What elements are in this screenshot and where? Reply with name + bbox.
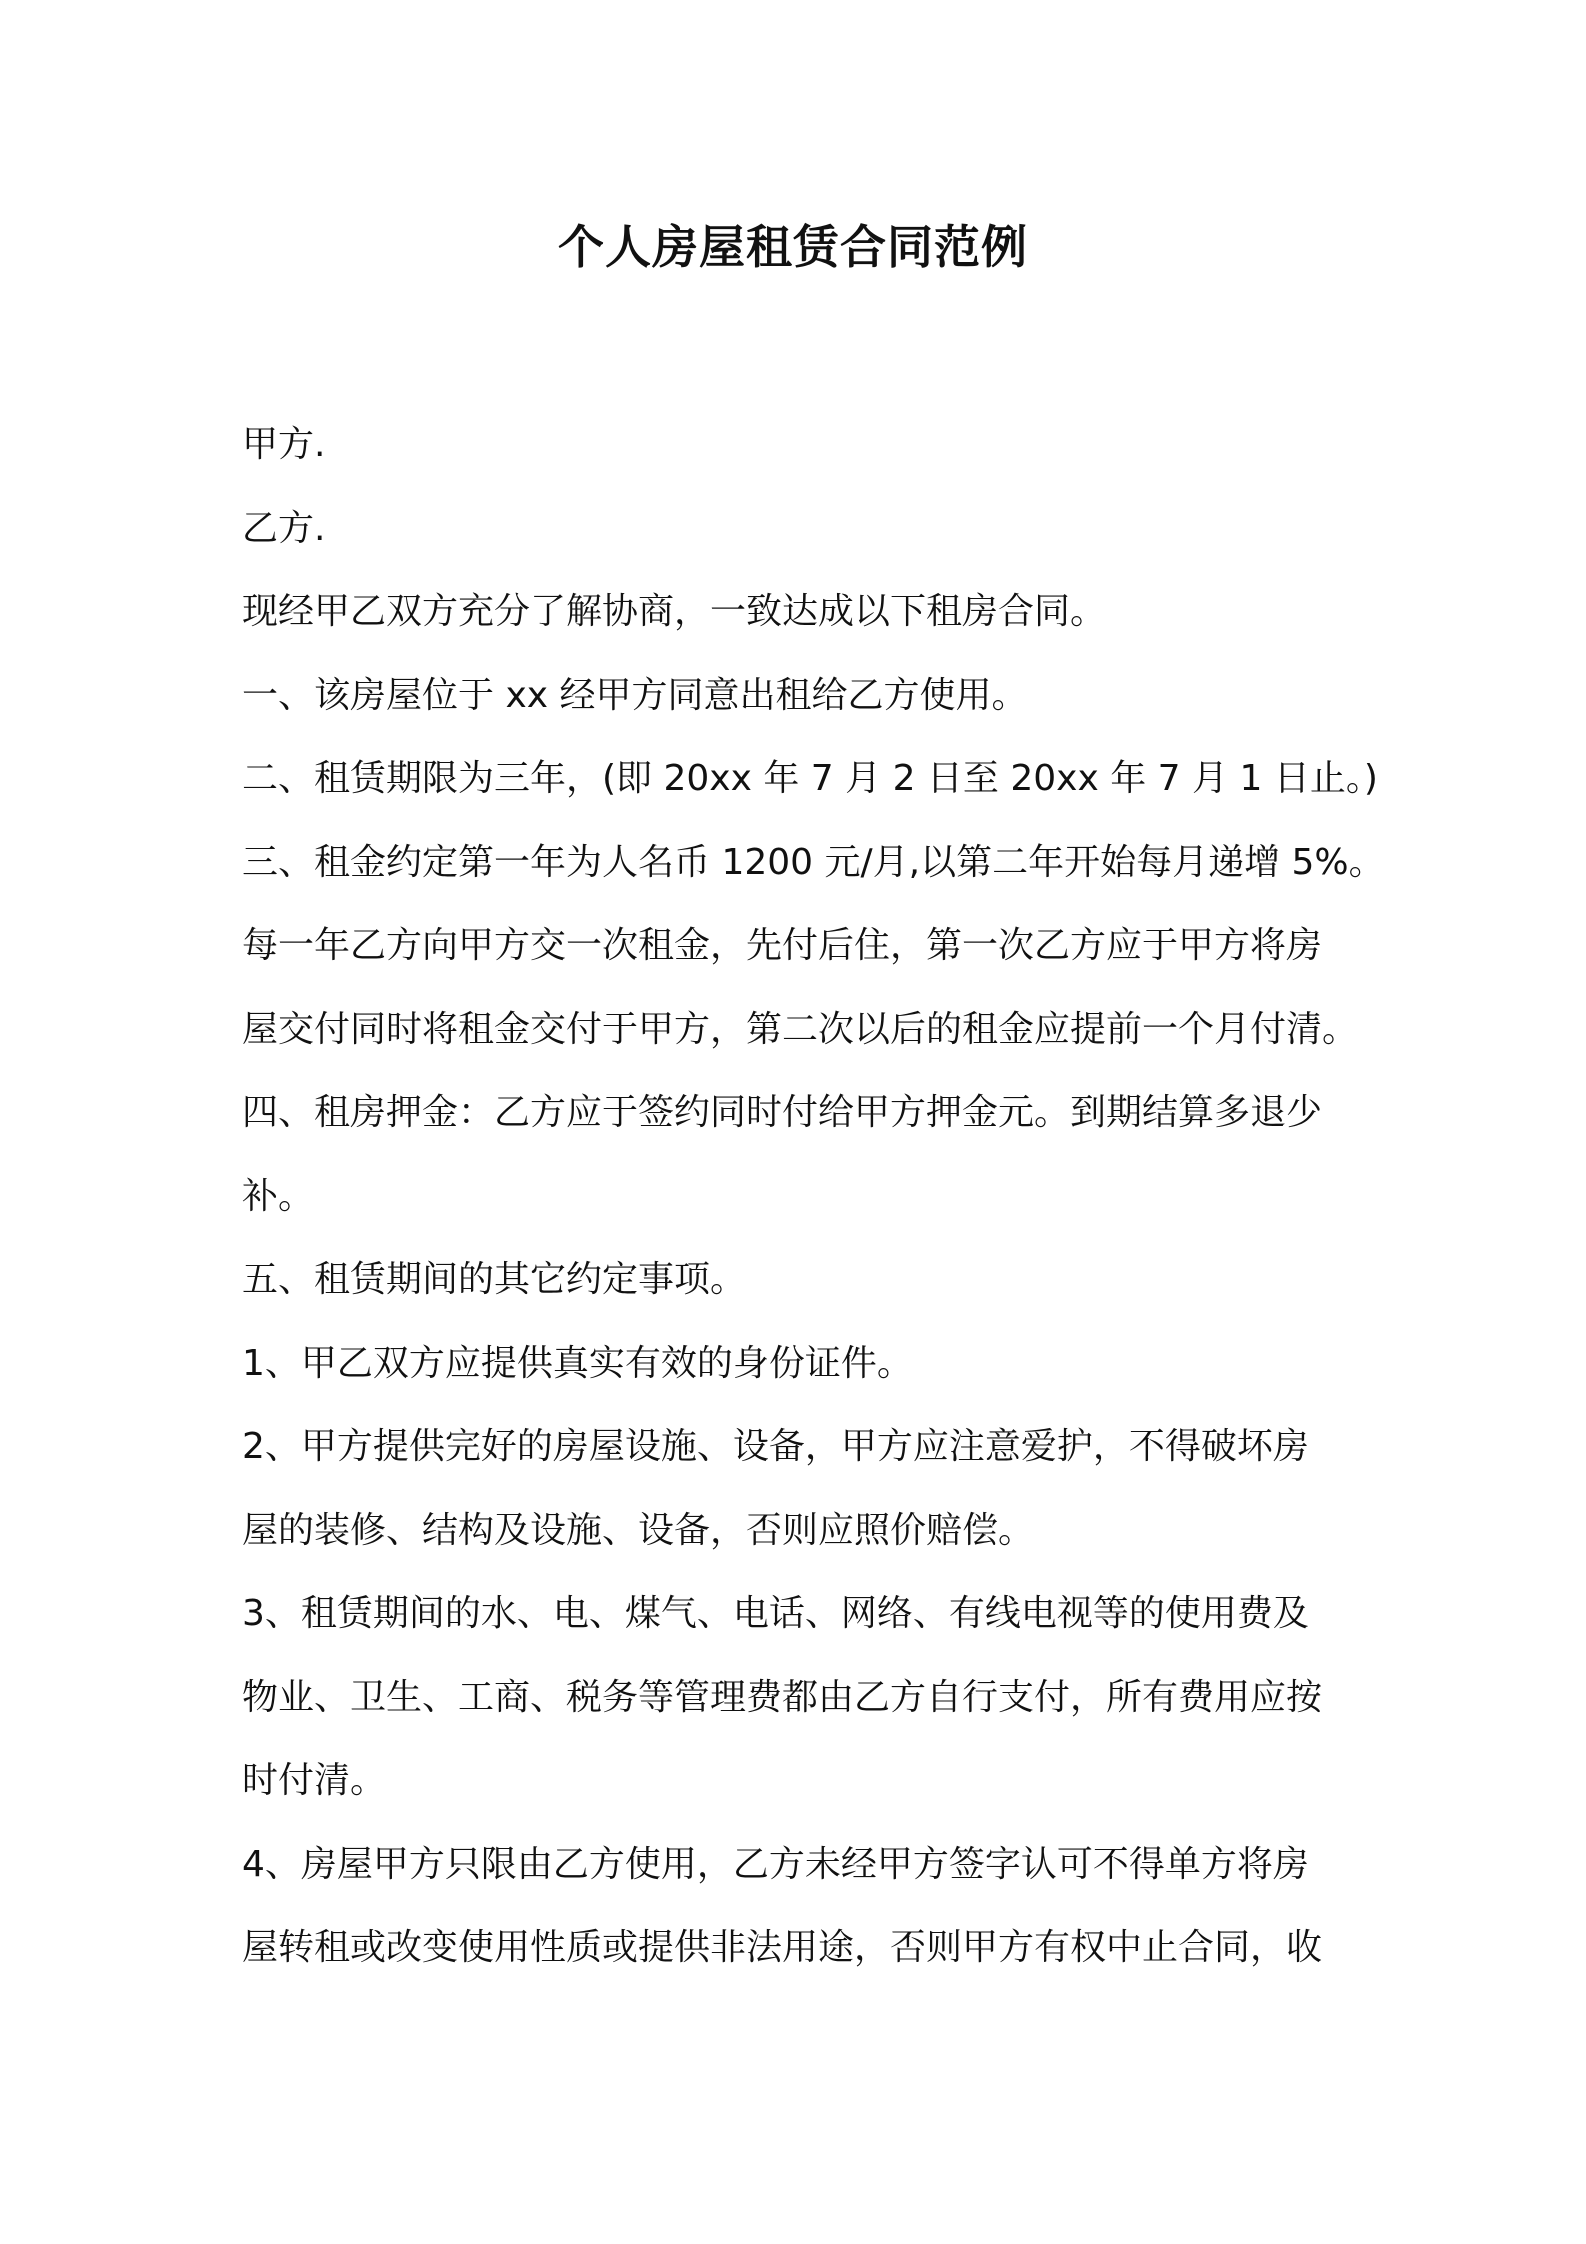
- item-2-line: 2、甲方提供完好的房屋设施、设备，甲方应注意爱护，不得破坏房: [242, 1426, 1309, 1467]
- item-3-line-cont: 时付清。: [242, 1760, 387, 1801]
- item-4-line-cont: 屋转租或改变使用性质或提供非法用途，否则甲方有权中止合同，收: [242, 1927, 1323, 1968]
- item-3-line-cont: 物业、卫生、工商、税务等管理费都由乙方自行支付，所有费用应按: [242, 1676, 1323, 1718]
- clause-5-line: 五、租赁期间的其它约定事项。: [242, 1259, 747, 1300]
- item-4-line: 4、房屋甲方只限由乙方使用，乙方未经甲方签字认可不得单方将房: [242, 1843, 1309, 1885]
- clause-4-line: 四、租房押金：乙方应于签约同时付给甲方押金元。到期结算多退少: [242, 1092, 1323, 1133]
- item-3-line: 3、租赁期间的水、电、煤气、电话、网络、有线电视等的使用费及: [242, 1593, 1309, 1634]
- clause-3-line-cont: 屋交付同时将租金交付于甲方，第二次以后的租金应提前一个月付清。: [242, 1008, 1359, 1050]
- item-2-line-cont: 屋的装修、结构及设施、设备，否则应照价赔偿。: [242, 1509, 1035, 1551]
- document-body: [242, 403, 1385, 1990]
- preamble-line: 现经甲乙双方充分了解协商，一致达成以下租房合同。: [242, 591, 1107, 632]
- party-a-line: 甲方.: [242, 424, 326, 465]
- clause-1-line: 一、该房屋位于 xx 经甲方同意出租给乙方使用。: [242, 674, 1028, 716]
- clause-4-line-cont: 补。: [242, 1175, 315, 1217]
- document-title: 个人房屋租赁合同范例: [558, 220, 1028, 274]
- clause-2-line: 二、租赁期限为三年，(即 20xx 年 7 月 2 日至 20xx 年 7 月 1 日止。): [242, 758, 1378, 799]
- item-1-line: 1、甲乙双方应提供真实有效的身份证件。: [242, 1342, 913, 1384]
- party-b-line: 乙方.: [242, 507, 326, 549]
- clause-3-line: 三、租金约定第一年为人名币 1200 元/月,以第二年开始每月递增 5%。: [242, 841, 1385, 883]
- clause-3-line-cont: 每一年乙方向甲方交一次租金，先付后住，第一次乙方应于甲方将房: [242, 925, 1323, 966]
